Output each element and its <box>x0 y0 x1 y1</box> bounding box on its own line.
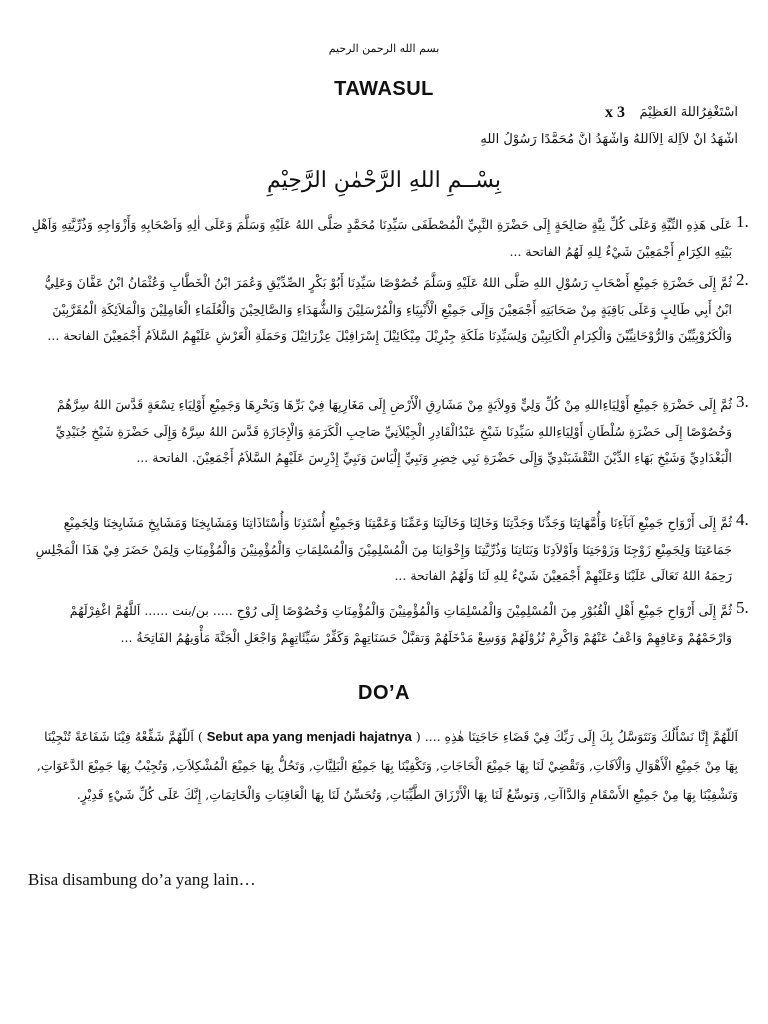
tawasul-item-1 <box>26 212 756 268</box>
item-text: ثُمَّ إِلَى أَرْوَاحِ جَمِيْعِ آبَآءِنَا وَأُمَّهَاتِنَا وَجَدِّنَا وَجَدَّتِنَا وَخَالِنَا وَخَالَتِنَا وَعَمِّنَا وَعَمَّتِنَا وَجَمِيْعِ أُسْتَذِنَا وَأُسْتَاذَاتِنَا وَمَشَايِخِنَا وَمَشَايِخِ مَشَايِخِنَا وَلِجَمِيْعِ جَمَاعَتِنَا وَلِجَمِيْعِ زَوْجِنَا وَزَوْجَتِنَا وَاَوْلاَدِنَا وَبَنَاتِنَا وَذُرِّيَّتِنَا وَإِخْوَانِنَا مِنَ الْمُسْلِمِيْنَ وَالْمُسْلِمَاتِ وَالْمُؤْمِنِيْنَ وَالْمُؤْمِنَاتِ وَلِمَنْ حَضَرَ فِيْ هَذَا الْمَجْلِسِ رَحِمَهُ اللهُ تَعَالَى عَلَيْنَا وَعَلَيْهِمْ أَجْمَعِيْنَ شَيْءٌ لِلهِ لَنَا وَلَهُمُ الفاتحة ... <box>35 515 732 583</box>
header-basmalah: بسم الله الرحمن الرحيم <box>328 42 440 55</box>
tawasul-item-3 <box>26 392 756 508</box>
shahada-line: أَشْهَدُ اَنْ لاَاِلَهَ اِلاَّاللهُ وَأَشْهَدُ اَنَّ مُحَمَّدًا رَسُوْلُ اللهِ <box>480 132 738 147</box>
closing-note: Bisa disambung do’a yang lain… <box>28 870 256 889</box>
item-text: ثُمَّ إِلَى أَرْوَاحِ جَمِيْعِ أَهْلِ الْقُبُوْرِ مِنَ الْمُسْلِمِيْنَ وَالْمُسْلِمَاتِ وَالْمُؤْمِنِيْنَ وَالْمُؤْمِنَاتِ وَخُصُوْصًا إِلَى رُوْحِ ..... بن/بنت ...... اَللَّهُمَّ اغْفِرْلَهُمْ وَارْحَمْهُمْ وَعَافِهِمْ وَاعْفُ عَنْهُمْ وَاكْرِمْ نُزُوْلَهُمْ وَوَسِعْ مَدْخَلَهُمْ وَتقبَّلْ حَسَنَاتِهِمْ وَكَفِّرْ سَيِّئَاتِهِمْ وَاجْعَلِ الْجَنَّةَ مَأْوَيهُمُ الفَاتِحَةُ ... <box>69 603 732 645</box>
tawasul-item-5 <box>26 598 756 678</box>
doa-paragraph <box>30 722 738 852</box>
doa-text-opening: اَللّهُمَّ إِنَّا نَسْأَلُكَ وَنَتَوَسَّلُ بِكَ إِلَى رَبِّكَ فِيْ قَضَاءِ حَاجَتِنَا هٰذِهِ .... ( <box>415 729 738 744</box>
basmalah-heading: بِسْــمِ اللهِ الرَّحْمٰنِ الرَّحِيْمِ <box>266 168 501 193</box>
item-number: 2. <box>736 270 749 289</box>
tawasul-item-4 <box>26 510 756 596</box>
item-text: ثُمَّ إِلَى حَضْرَةِ جَمِيْعِ أَوْلِيَاءِاللهِ مِنْ كُلِّ وَلِيٍّ وَوِلاَيَةٍ مِنْ مَشَارِقِ الْأَرْضِ إِلَى مَغَارِبِهَا فِيْ بَرِّهَا وَبَحْرِهَا وَجَمِيْعِ أَوْلِيَاءِ تِسْعَةٍ قَدَّسَ اللهُ سِرَّهُمْ وَخُصُوْصًا إِلَى حَضْرَةِ سُلْطَانِ أَوْلِيَاءِاللهِ سَيِّدِنَا شَيْخِ عَبْدُالْقَادِرِ الْجِيْلاَنِيِّ صَاحِبِ الْكَرَمَةِ وَالْإِجَازَةِ قَدَّسَ اللهُ سِرَّهُ وَإِلَى حَضْرَةِ شَيْخِ جُنَيْدِيِّ الْبَغْدَادِيِّ وَشَيْخِ بَهَاءِ الدِّيْنَ النَّقْشَبَنْدِيِّ وَإِلَى حَضْرَةِ نَبِي خِضِرِ وَنَبِيِّ إِلْيَاسَ وَنَبِيِّ إِدْرِسَ عَلَيْهِمُ السَّلاَمُ أَجْمَعِيْنَ. الفاتحة ... <box>55 397 732 465</box>
item-number: 5. <box>736 598 749 617</box>
item-text: عَلَى هَذِهِ النِّيَّةِ وَعَلَى كُلِّ نِيَّةٍ صَالِحَةٍ إِلَى حَضْرَةِ النَّبِيِّ الْمُصْطَفَى سَيِّدِنَا مُحَمَّدٍ صَلَّى اللهُ عَلَيْهِ وَسَلَّمَ وَعَلَى اٰلِهِ وَاَصْحَابِهِ وَأَزْوَاجِهِ وَذُرِّيَّتِهِ وَاَهْلِ بَيْتِهِ الكِرَامِ أَجْمَعِيْنَ شَيْءٌ لِلهِ لَهُمُ الفاتحة ... <box>31 217 732 259</box>
istighfar-count: x 3 <box>605 104 625 121</box>
tawasul-item-2 <box>26 270 756 390</box>
item-number: 1. <box>736 212 749 231</box>
item-text: ثُمَّ إِلَى حَضْرَةِ جَمِيْعِ أَصْحَابِ رَسُوْلِ اللهِ صَلَّى اللهُ عَلَيْهِ وَسَلَّمَ خُصُوْصًا سَيِّدِنَا أَبُوْ بَكْرٍ الصِّدِّيْقِ وَعُمَرَ ابْنُ الْخَطَّابِ وَعُثْمَانُ ابْنُ عَفَّانَ وَعَلِيُّ ابْنُ أَبِي طَالِبٍ وَعَلَى بَاقِيَةٍ مِنْ صَحَابَتِهِ أَجْمَعِيْنَ وَإِلَى جَمِيْعِ الْأَنْبِيَاءِ وَالْمُرْسَلِيْنَ وَالشُّهَدَاءِ وَالصَّالِحِيْنَ وَالْعُلَمَاءِ الْعَامِلِيْنَ وَالْمَلاَئِكَةِ الْمُقَرَّبِيْنَ وَالْكَرُوْبِيِّيْنَ وَالرُّوْحَانِيِّيْنَ وَالْكِرَامِ الْكَاتِبِيْنَ وَلِسَيِّدِنَا مَلَكَةِ جِبْرِيْلَ مِيْكَائِيْلَ إِسْرَافِيْلَ عِزْرَائِيْلَ وَحَمَلَةِ الْعَرْشِ عَلَيْهِمُ السَّلاَمُ أَجْمَعِيْنَ الفاتحة ... <box>44 275 732 343</box>
page-title: TAWASUL <box>334 78 434 100</box>
item-number: 3. <box>736 392 749 411</box>
hajat-instruction: Sebut apa yang menjadi hajatnya <box>206 729 412 744</box>
doa-title: DO’A <box>358 682 410 704</box>
item-number: 4. <box>736 510 749 529</box>
doa-text-continuation: ) اَللّهُمَّ شَفِّعْهُ فِيْنَا شَفَاعَةً تُنْجِيْنَا بِهَا مِنْ جَمِيْعِ الْأَهْوَالِ وَالْآفَاتِ, وَتَقْضِيْ لَنَا بِهَا جَمِيْعَ الْحَاجَاتِ, وَتَكْفِيْنَا بِهَا جَمِيْعَ الْبَلِيَّاتِ, وَتَحُلُّ بِهَا جَمِيْعَ الْمُشْكِلاَتِ, وَتُجِيْبُ بِهَا جَمِيْعَ الدَّعَوَاتِ, وَتَشْفِيْنَا بِهَا مِنْ جَمِيْعِ الأَسْقَامِ وَالدَّاآتِ, وَتوسِّعُ لَنَا بِهَا الْأَرْزَاقَ الطَّيِّبَاتِ, وَتُحَسِّنُ لَنَا بِهَا الْعَاقِبَاتِ وَالْخَاتِمَاتِ, إِنَّكَ عَلَى كُلِّ شَيْءٍ قَدِيْرٍ. <box>36 729 738 802</box>
istighfar-line: اَسْتَغْفِرُاللهَ الْعَظِيْمَ <box>639 105 738 120</box>
